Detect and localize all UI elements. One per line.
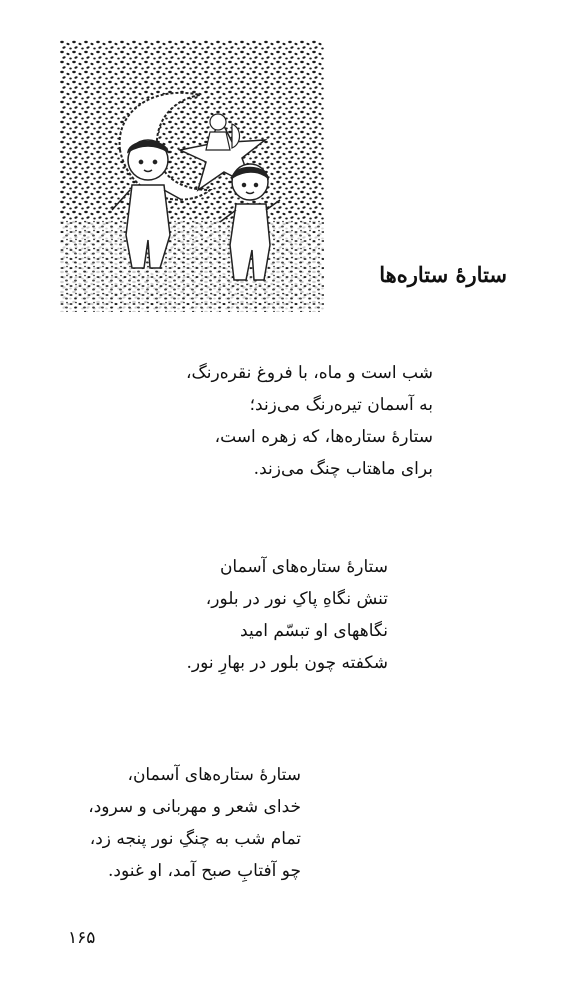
poem-line: تمام شب به چنگِ نور پنجه زد، xyxy=(89,829,301,849)
poem-line: شب است و ماه، با فروغ نقره‌رنگ، xyxy=(186,363,433,383)
stanza-2 xyxy=(187,551,389,679)
poem-line: ستارهٔ ستاره‌های آسمان xyxy=(219,557,388,577)
poem-line: تنش نگاهِ پاکِ نور در بلور، xyxy=(205,589,388,609)
illustration-moon-children xyxy=(60,40,324,312)
poem-title: ستارهٔ ستاره‌ها xyxy=(379,262,507,287)
poem-line: نگاههای او تبسّم امید xyxy=(240,621,388,641)
moon-star-children-icon xyxy=(60,40,324,312)
poem-line: ستارهٔ ستاره‌های آسمان، xyxy=(127,765,301,785)
poem-line: خدای شعر و مهربانی و سرود، xyxy=(88,797,301,817)
poem-line: چو آفتابِ صبح آمد، او غنود. xyxy=(108,861,301,881)
poem-line: شکفته چون بلور در بهارِ نور. xyxy=(186,653,388,673)
stanza-1 xyxy=(186,357,433,485)
stanza-3 xyxy=(88,759,301,887)
poem-line: برای ماهتاب چنگ می‌زند. xyxy=(253,459,433,479)
page-number: ۱۶۵ xyxy=(68,928,96,948)
poem-line: به آسمان تیره‌رنگ می‌زند؛ xyxy=(249,395,433,415)
poem-line: ستارهٔ ستاره‌ها، که زهره است، xyxy=(214,427,433,447)
